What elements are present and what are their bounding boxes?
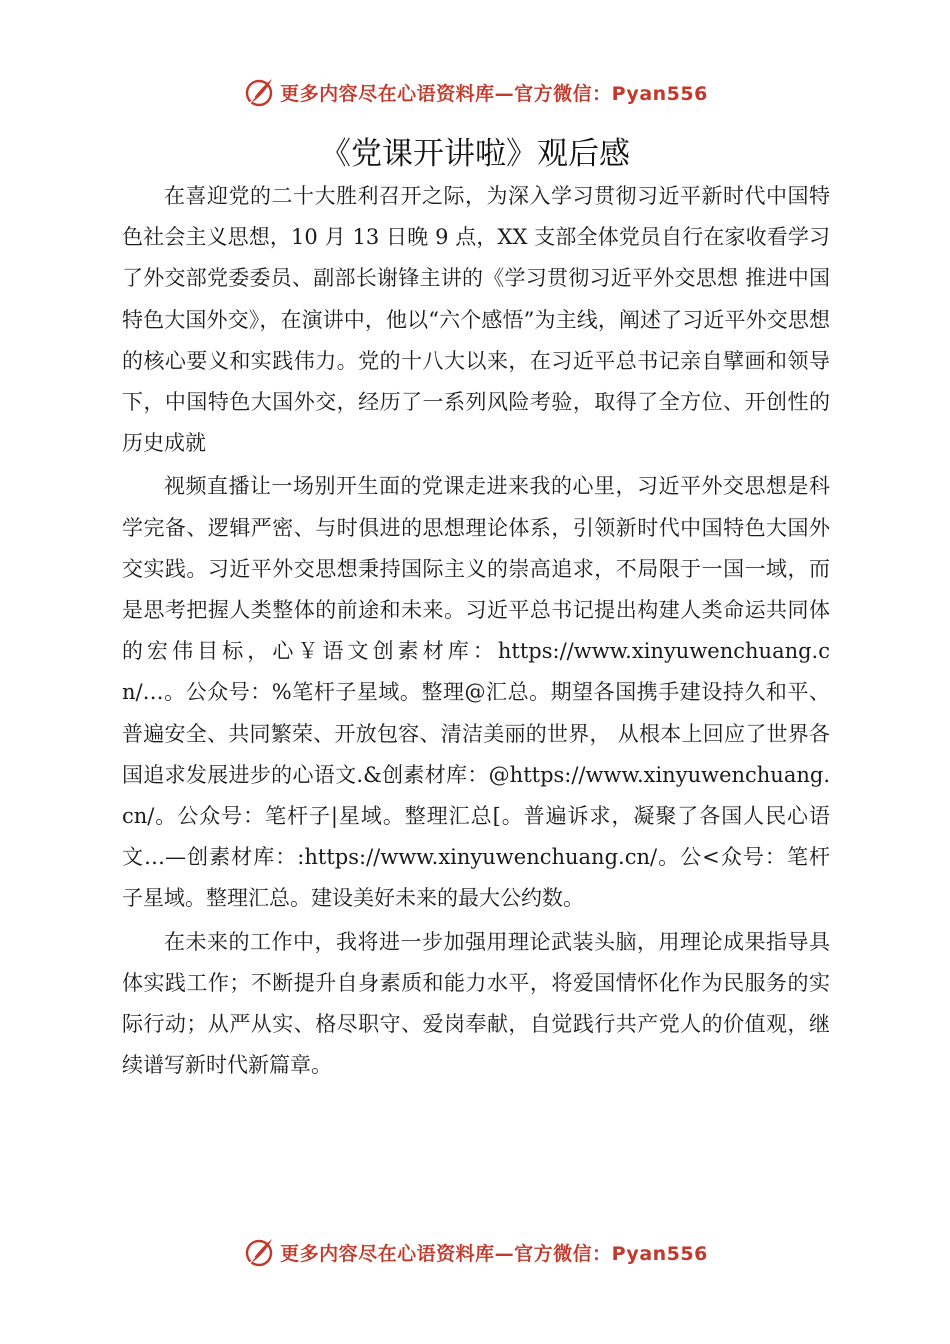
- footer-banner-text: 更多内容尽在心语资料库—官方微信：Pyan556: [280, 1242, 708, 1265]
- header-banner-text: 更多内容尽在心语资料库—官方微信：Pyan556: [280, 82, 708, 105]
- page-title: 《党课开讲啦》观后感: [320, 136, 630, 172]
- paragraph-3: 在未来的工作中，我将进一步加强用理论武装头脑，用理论成果指导具体实践工作；不断提升自身素质和能力水平，将爱国情怀化作为民服务的实际行动；从严从实、格尽职守、爱岗奉献，自觉践行共产党人的价值观，继续谱写新时代新篇章。: [122, 929, 830, 1078]
- header-banner: [0, 72, 950, 112]
- quill-logo-icon: [242, 1235, 276, 1269]
- document-body: [122, 176, 830, 1086]
- quill-logo-icon: [242, 75, 276, 109]
- paragraph-1: 在喜迎党的二十大胜利召开之际，为深入学习贯彻习近平新时代中国特色社会主义思想，10 月 13 日晚 9 点，XX 支部全体党员自行在家收看学习了外交部党委委员、副部长谢锋主讲的《学习贯彻习近平外交思想 推进中国特色大国外交》，在演讲中，他以“六个感悟”为主线，阐述了习近平外交思想的核心要义和实践伟力。党的十八大以来，在习近平总书记亲自擘画和领导下，中国特色大国外交，经历了一系列风险考验，取得了全方位、开创性的历史成就: [122, 184, 830, 456]
- paragraph-2: 视频直播让一场别开生面的党课走进来我的心里，习近平外交思想是科学完备、逻辑严密、与时俱进的思想理论体系，引领新时代中国特色大国外交实践。习近平外交思想秉持国际主义的崇高追求，不局限于一国一域，而是思考把握人类整体的前途和未来。习近平总书记提出构建人类命运共同体的宏伟目标，心￥语文创素材库：https://www.xinyuwenchuang.cn/…。公众号：%笔杆子星域。整理@汇总。期望各国携手建设持久和平、普遍安全、共同繁荣、开放包容、清洁美丽的世界， 从根本上回应了世界各国追求发展进步的心语文.&创素材库：@https://www.xinyuwenchuang.cn/。公众号：笔杆子|星域。整理汇总[。普遍诉求，凝聚了各国人民心语文…—创素材库：:https://www.xinyuwenchuang.cn/。公<众号：笔杆子星域。整理汇总。建设美好未来的最大公约数。: [122, 474, 830, 911]
- footer-banner: [0, 1232, 950, 1272]
